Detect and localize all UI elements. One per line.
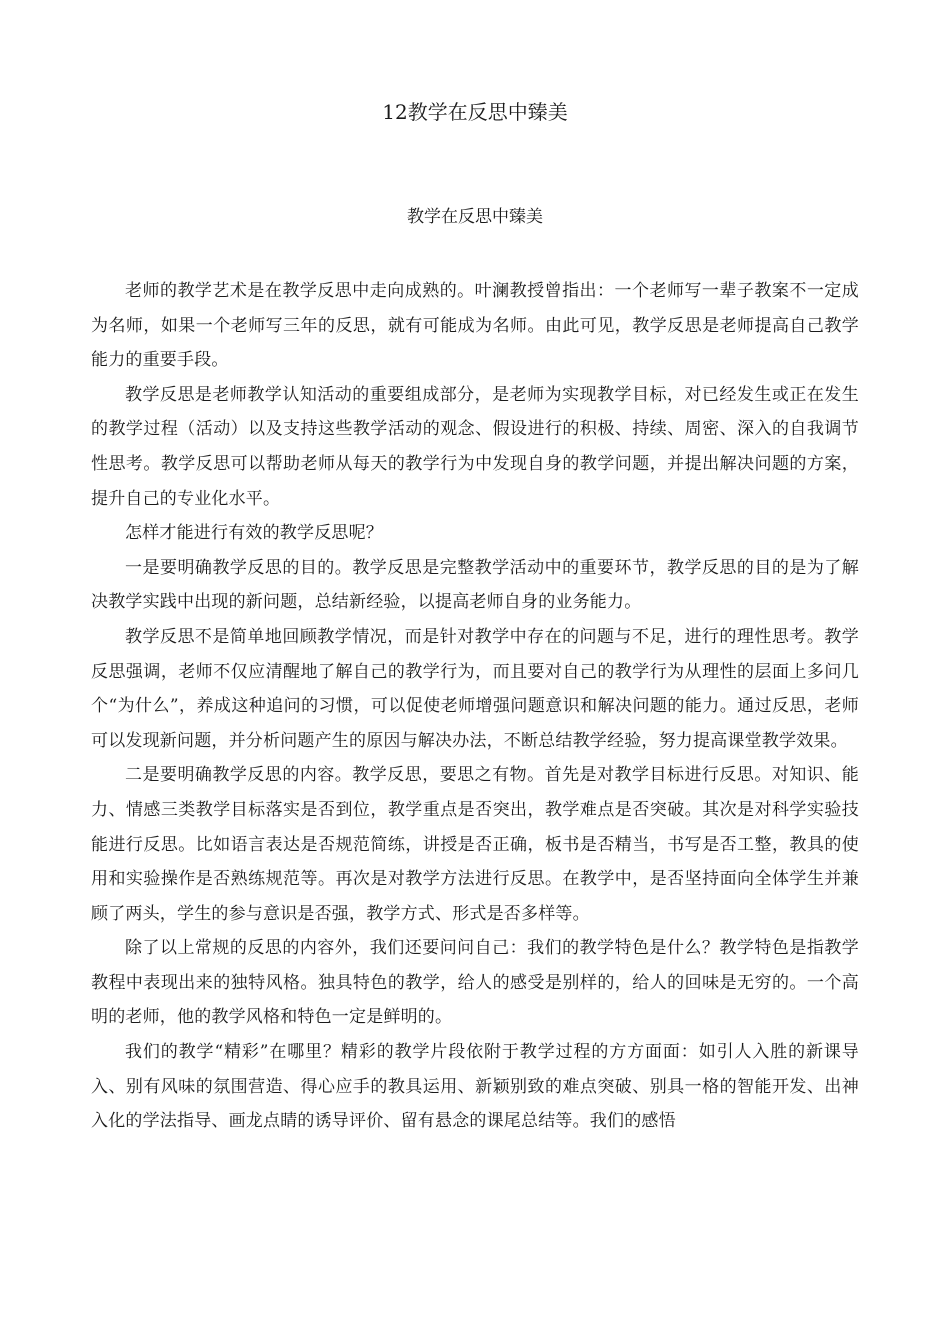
paragraph: 二是要明确教学反思的内容。教学反思，要思之有物。首先是对教学目标进行反思。对知识、能力、情感三类教学目标落实是否到位，教学重点是否突出，教学难点是否突破。其次是对科学实验技能进行反思。比如语言表达是否规范简练，讲授是否正确，板书是否精当，书写是否工整，教具的使用和实验操作是否熟练规范等。再次是对教学方法进行反思。在教学中，是否坚持面向全体学生并兼顾了两头，学生的参与意识是否强，教学方式、形式是否多样等。 [91, 765, 859, 924]
paragraph: 老师的教学艺术是在教学反思中走向成熟的。叶澜教授曾指出：一个老师写一辈子教案不一定成为名师，如果一个老师写三年的反思，就有可能成为名师。由此可见，教学反思是老师提高自己教学能力的重要手段。 [91, 281, 859, 371]
paragraph: 除了以上常规的反思的内容外，我们还要问问自己：我们的教学特色是什么？教学特色是指教学教程中表现出来的独特风格。独具特色的教学，给人的感受是别样的，给人的回味是无穷的。一个高明的老师，他的教学风格和特色一定是鲜明的。 [91, 938, 859, 1028]
paragraph: 我们的教学“精彩”在哪里？精彩的教学片段依附于教学过程的方方面面：如引人入胜的新课导入、别有风味的氛围营造、得心应手的教具运用、新颖别致的难点突破、别具一格的智能开发、出神入化的学法指导、画龙点睛的诱导评价、留有悬念的课尾总结等。我们的感悟 [91, 1042, 859, 1132]
paragraph: 教学反思不是简单地回顾教学情况，而是针对教学中存在的问题与不足，进行的理性思考。教学反思强调，老师不仅应清醒地了解自己的教学行为，而且要对自己的教学行为从理性的层面上多问几个“为什么”，养成这种追问的习惯，可以促使老师增强问题意识和解决问题的能力。通过反思，老师可以发现新问题，并分析问题产生的原因与解决办法，不断总结教学经验，努力提高课堂教学效果。 [91, 626, 859, 751]
document-body [91, 274, 859, 1139]
paragraph: 教学反思是老师教学认知活动的重要组成部分，是老师为实现教学目标，对已经发生或正在发生的教学过程（活动）以及支持这些教学活动的观念、假设进行的积极、持续、周密、深入的自我调节性思考。教学反思可以帮助老师从每天的教学行为中发现自身的教学问题，并提出解决问题的方案，提升自己的专业化水平。 [91, 384, 859, 509]
paragraph: 怎样才能进行有效的教学反思呢？ [125, 523, 383, 544]
document-title: 12教学在反思中臻美 [382, 100, 568, 124]
document-subtitle: 教学在反思中臻美 [407, 207, 543, 227]
paragraph: 一是要明确教学反思的目的。教学反思是完整教学活动中的重要环节，教学反思的目的是为了解决教学实践中出现的新问题，总结新经验，以提高老师自身的业务能力。 [91, 557, 859, 613]
